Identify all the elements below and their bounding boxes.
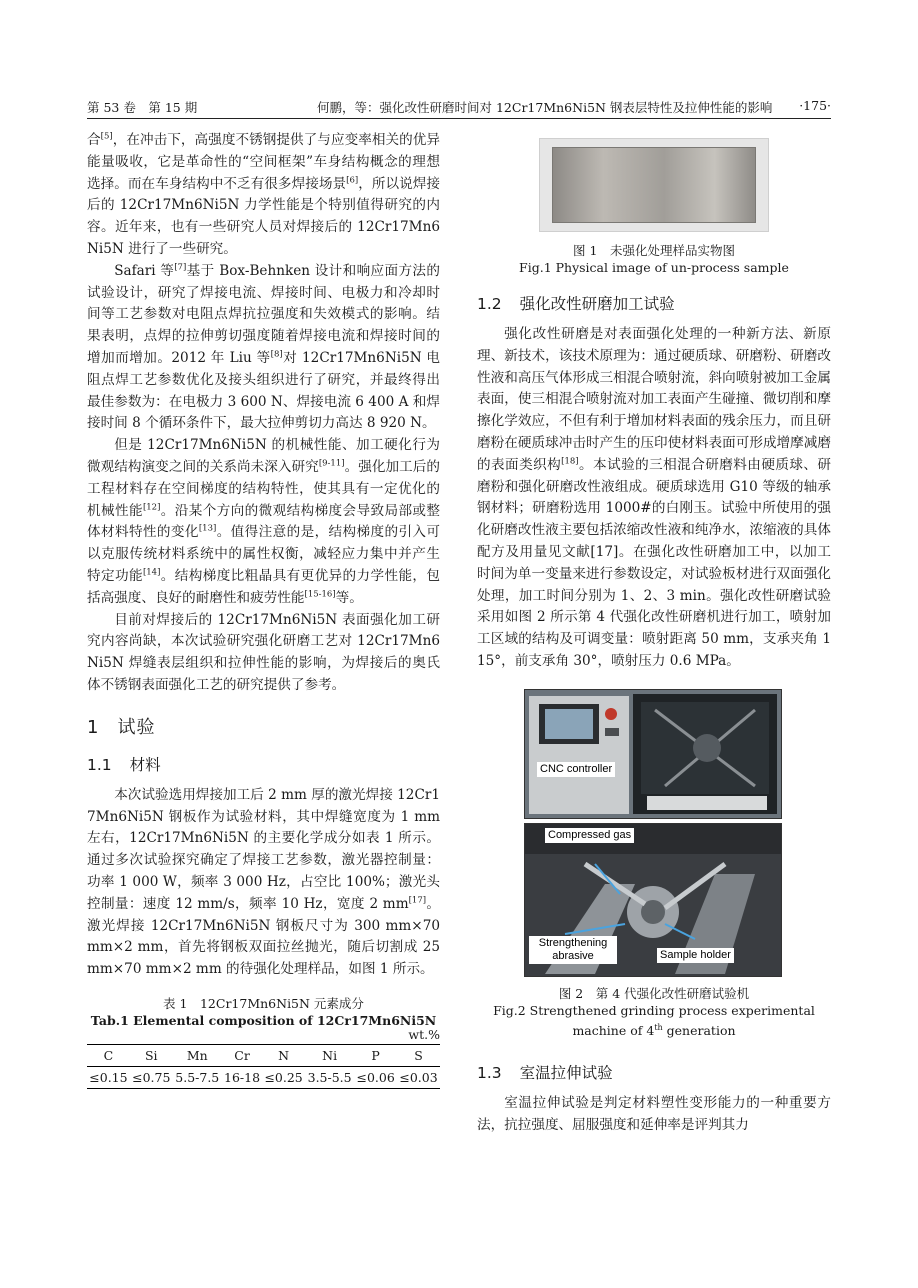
page-number: ·175· <box>799 98 831 113</box>
paragraph-gradient: 但是 12Cr17Mn6Ni5N 的机械性能、加工硬化行为微观结构演变之间的关系尚未深入研究[9-11]。强化加工后的工程材料存在空间梯度的结构特性，使其具有一定优化的机械性能[12]。沿某个方向的微观结构梯度会导致局部或整体材料特性的变化[13]。值得注意的是，结构梯度的引入可以克服传统材料系统中的属性权衡，减轻应力集中并产生特定功能[14]。结构梯度比粗晶具有更优异的力学性能，包括高强度、良好的耐磨性和疲劳性能[15-16]等。 <box>87 437 441 606</box>
paragraph-grinding: 强化改性研磨是对表面强化处理的一种新方法、新原理、新技术，该技术原理为：通过硬质球、研磨粉、研磨改性液和高压气体形成三相混合喷射流，斜向喷射被加工金属表面，使三相混合喷射流对加工表面产生碰撞、微切削和摩擦化学效应，不但有利于增加材料表面的残余压力，而且研磨粉在硬质球冲击时产生的压印使材料表面可形成增摩减磨的表面类织构[18]。本试验的三相混合研磨料由硬质球、研磨粉和强化研磨改性液组成。硬质球选用 G10 等级的轴承钢材料；研磨粉选用 1000#的白刚玉。试验中所使用的强化研磨改性液主要包括浓缩改性液和纯净水，浓缩液的具体配方及用量见文献[17]。在强化改性研磨加工中，以加工时间为单一变量来进行参数设定，对试验板材进行双面强化处理，加工时间分别为 1、2、3 min。强化改性研磨试验采用如图 2 所示第 4 代强化改性研磨机进行加工，喷射加工区域的结构及可调变量：喷射距离 50 mm，支承夹角 115°，前支承角 30°，喷射压力 0.6 MPa。 <box>477 326 832 669</box>
table-cell: 3.5-5.5 <box>307 1069 352 1085</box>
paragraph-tensile: 室温拉伸试验是判定材料塑性变形能力的一种重要方法，抗拉强度、屈服强度和延伸率是评判其力 <box>477 1094 831 1133</box>
table-title-en: Tab.1 Elemental composition of 12Cr17Mn6Ni5N <box>90 1012 437 1028</box>
citation: [15-16] <box>304 589 336 600</box>
paragraph-purpose: 目前对焊接后的 12Cr17Mn6Ni5N 表面强化加工研究内容尚缺，本次试验研究强化研磨工艺对 12Cr17Mn6Ni5N 焊缝表层组织和拉伸性能的影响，为焊接后的奥氏体不锈钢表面强化工艺的研究提供了参考。 <box>87 611 440 693</box>
table-cell: ≤0.75 <box>132 1069 171 1085</box>
paragraph-materials: 本次试验选用焊接加工后 2 mm 厚的激光焊接 12Cr17Mn6Ni5N 钢板作为试验材料，其中焊缝宽度为 1 mm 左右，12Cr17Mn6Ni5N 的主要化学成分如表 1 所示。通过多次试验探究确定了焊接工艺参数，激光器控制量：功率 1 000 W，频率 3 000 Hz，占空比 100%；激光头控制量：速度 12 mm/s，频率 10 Hz，宽度 2 mm[17]。激光焊接 12Cr17Mn6Ni5N 钢板尺寸为 300 mm×70 mm×2 mm，首先将钢板双面拉丝抛光，随后切割成 25 mm×70 mm×2 mm 的待强化处理样品，如图 1 所示。 <box>87 786 440 978</box>
table-cell: 5.5-7.5 <box>175 1069 220 1085</box>
paragraph-safari: Safari 等[7]基于 Box-Behnken 设计和响应面方法的试验设计，研究了焊接电流、焊接时间、电极力和冷却时间等工艺参数对电阻点焊抗拉强度和失效模式的影响。结果表明，点焊的拉伸剪切强度随着焊接电流和焊接时间的增加而增加。2012 年 Liu 等[8]对 12Cr17Mn6Ni5N 电阻点焊工艺参数优化及接头组织进行了研究，并最终得出最佳参数为：在电极力 3 600 N、焊接电流 6 400 A 和焊接时间 8 个循环条件下，最大拉伸剪切力高达 8 920 N。 <box>87 262 441 432</box>
running-header <box>87 96 831 119</box>
journal-issue: 第 53 卷 第 15 期 <box>87 100 198 115</box>
sample-photo <box>539 138 769 232</box>
label-strengthening-abrasive: Strengthening abrasive <box>529 936 617 964</box>
citation: [8] <box>270 349 283 360</box>
col-header: P <box>371 1047 380 1063</box>
figure-1 <box>477 138 831 276</box>
left-column <box>87 130 440 1089</box>
citation: [9-11] <box>318 458 345 469</box>
col-header: Cr <box>234 1047 250 1063</box>
paragraph-intro-continued: 合[5]，在冲击下，高强度不锈钢提供了与应变率相关的优异能量吸收，它是革命性的“空间框架”车身结构概念的理想选择。而在车身结构中不乏有很多焊接场景[6]，所以说焊接后的 12Cr17Mn6Ni5N 力学性能是个特别值得研究的内容。近年来，也有一些研究人员对焊接后的 12Cr17Mn6Ni5N 进行了一些研究。 <box>87 131 441 257</box>
table-cell: ≤0.06 <box>356 1069 395 1085</box>
section-heading-1-2: 1.2 强化改性研磨加工试验 <box>477 295 675 313</box>
col-header: C <box>103 1047 114 1063</box>
table-cell: ≤0.25 <box>264 1069 303 1085</box>
table-row <box>87 1066 440 1088</box>
table-cell: ≤0.03 <box>399 1069 438 1085</box>
figure-2-caption-zh: 图 2 第 4 代强化改性研磨试验机 <box>558 985 750 1001</box>
right-column <box>477 138 831 1137</box>
citation: [12] <box>142 502 161 513</box>
col-header: Si <box>144 1047 158 1063</box>
running-title: 何鹏，等：强化改性研磨时间对 12Cr17Mn6Ni5N 钢表层特性及拉伸性能的影响 <box>317 100 773 115</box>
section-heading-1-3: 1.3 室温拉伸试验 <box>477 1063 613 1082</box>
citation: [18] <box>561 456 579 467</box>
col-header: Ni <box>322 1047 338 1063</box>
table-unit: wt.% <box>408 1026 440 1042</box>
col-header: N <box>278 1047 290 1063</box>
label-compressed-gas: Compressed gas <box>545 828 634 843</box>
table-cell: 16-18 <box>224 1069 261 1085</box>
col-header: S <box>414 1047 423 1063</box>
figure-1-caption-zh: 图 1 未强化处理样品实物图 <box>573 243 735 258</box>
machine-photo-bottom <box>524 823 782 977</box>
citation: [17] <box>408 895 427 906</box>
citation: [13] <box>198 523 217 534</box>
table-title-zh: 表 1 12Cr17Mn6Ni5N 元素成分 <box>163 995 364 1011</box>
figure-2 <box>524 689 784 977</box>
section-heading-1: 1 试验 <box>87 716 156 738</box>
machine-photo-top <box>524 689 782 819</box>
composition-table <box>87 1044 440 1089</box>
figure-2-caption-en-line1: Fig.2 Strengthened grinding process experimental <box>493 1002 815 1018</box>
col-header: Mn <box>186 1047 208 1063</box>
citation: [5] <box>100 131 113 142</box>
label-cnc-controller: CNC controller <box>537 762 615 777</box>
citation: [14] <box>142 567 161 578</box>
figure-1-caption-en: Fig.1 Physical image of un-process sample <box>519 260 789 275</box>
section-heading-1-1: 1.1 材料 <box>87 755 161 774</box>
table-cell: ≤0.15 <box>89 1069 128 1085</box>
citation: [7] <box>174 262 187 273</box>
figure-2-caption-en-line2: machine of 4th generation <box>572 1022 736 1038</box>
citation: [6] <box>346 175 359 186</box>
label-sample-holder: Sample holder <box>657 948 734 963</box>
